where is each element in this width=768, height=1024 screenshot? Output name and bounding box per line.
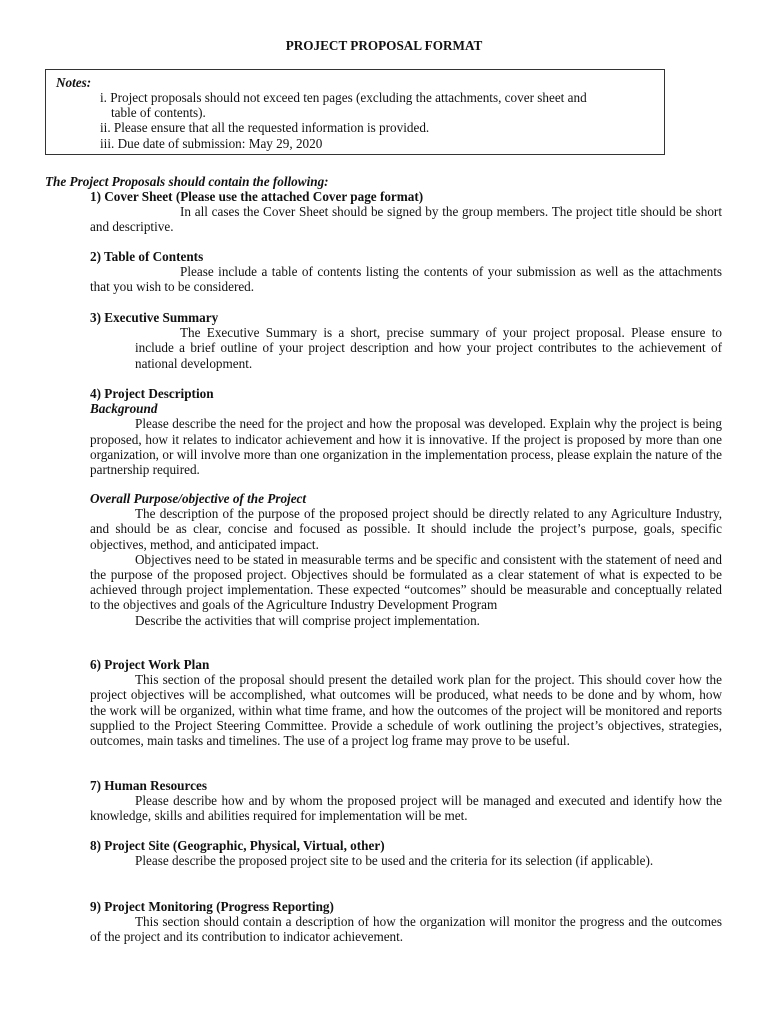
note-item (100, 120, 660, 135)
section-text: The Executive Summary is a short, precise summary of your project proposal. Please ensure to include a brief outline of your project description and how your project contributes to the achievement of national development. (135, 325, 722, 371)
note-text: iii. Due date of submission: May 29, 2020 (100, 135, 323, 151)
subheading-background: Background (90, 401, 158, 417)
notes-label: Notes: (56, 75, 92, 90)
document-title: PROJECT PROPOSAL FORMAT (285, 38, 483, 53)
section-heading: 6) Project Work Plan (90, 657, 210, 672)
section-human-resources (90, 778, 722, 824)
section-text: This section should contain a description of how the organization will monitor the progress and the outcomes of the project and its contribution to indicator achievement. (90, 914, 722, 945)
section-heading: 3) Executive Summary (90, 310, 219, 325)
section-text: Objectives need to be stated in measurable terms and be specific and consistent with the statement of need and the purpose of the proposed project. Objectives should be formulated as a clear statement of what is expected to be achieved through project implementation. These expected “outcomes” should be measurable and conceptually related to the objectives and goals of the Agriculture Industry Development Program (90, 551, 722, 613)
section-cover-sheet (90, 189, 722, 235)
section-executive-summary (90, 310, 722, 371)
section-heading: 8) Project Site (Geographic, Physical, Virtual, other) (90, 838, 385, 853)
section-table-of-contents (90, 249, 722, 295)
note-item (100, 136, 660, 151)
section-purpose (90, 491, 722, 628)
intro-heading: The Project Proposals should contain the following: (45, 174, 329, 189)
section-heading: 7) Human Resources (90, 778, 207, 793)
note-text: i. Project proposals should not exceed ten pages (excluding the attachments, cover sheet and (100, 90, 587, 105)
section-text: Please describe the proposed project site to be used and the criteria for its selection (if applicable). (135, 853, 654, 869)
section-text: The description of the purpose of the proposed project should be directly related to any Agriculture Industry, and should be as clear, concise and focused as possible. It should include the project’s purpose, goals, specific objectives, method, and anticipated impact. (90, 506, 722, 552)
section-work-plan (90, 657, 722, 748)
section-project-site (90, 838, 722, 868)
section-project-monitoring (90, 899, 722, 945)
note-text: ii. Please ensure that all the requested information is provided. (100, 120, 430, 136)
section-text: Please include a table of contents listing the contents of your submission as well as the attachments that you wish to be considered. (90, 264, 722, 295)
note-text-continued: table of contents). (111, 105, 206, 121)
section-heading: 9) Project Monitoring (Progress Reporting) (90, 899, 334, 914)
section-text: Describe the activities that will comprise project implementation. (135, 612, 480, 628)
subheading-purpose: Overall Purpose/objective of the Project (90, 491, 307, 506)
notes-box (45, 69, 665, 155)
section-project-description (90, 386, 722, 477)
section-text: Please describe how and by whom the proposed project will be managed and executed and identify how the knowledge, skills and abilities required for implementation will be met. (90, 793, 722, 824)
notes-list (100, 90, 660, 151)
section-heading: 1) Cover Sheet (Please use the attached Cover page format) (90, 189, 424, 204)
note-item (100, 90, 660, 120)
section-heading: 2) Table of Contents (90, 249, 204, 264)
section-text: This section of the proposal should present the detailed work plan for the project. This should cover how the project objectives will be accomplished, what outcomes will be produced, what needs to be done and by whom, how the work will be organized, within what time frame, and how the outcomes of the project will be monitored and reports supplied to the Project Steering Committee. Provide a schedule of work outlining the project’s objectives, strategies, outcomes, main tasks and timelines. The use of a project log frame may prove to be useful. (90, 672, 722, 749)
section-text: Please describe the need for the project and how the proposal was developed. Explain why the project is being proposed, how it relates to indicator achievement and how it is innovative. If the project is proposed by more than one organization, or will involve more than one organization in the implementation process, please explain the nature of the partnership required. (90, 416, 722, 478)
section-text: In all cases the Cover Sheet should be signed by the group members. The project title should be short and descriptive. (90, 204, 722, 235)
section-heading: 4) Project Description (90, 386, 214, 401)
